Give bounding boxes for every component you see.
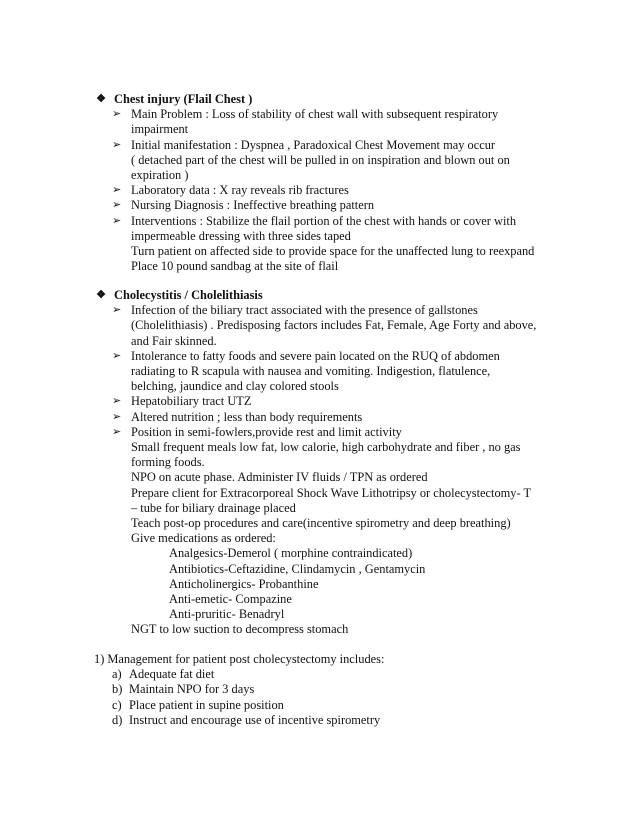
question-stem: 1) Management for patient post cholecystectomy includes: bbox=[94, 652, 385, 666]
chest-bullet-list bbox=[94, 107, 554, 274]
chest-heading-text: Chest injury (Flail Chest ) bbox=[114, 92, 253, 106]
line: Place 10 pound sandbag at the site of flail bbox=[131, 259, 339, 274]
arrow-bullet-icon: ➢ bbox=[112, 199, 122, 212]
line: Give medications as ordered: bbox=[131, 531, 276, 546]
line: Main Problem : Loss of stability of chest wall with subsequent respiratory bbox=[131, 107, 499, 122]
cholecystitis-section bbox=[94, 288, 554, 638]
list-item bbox=[94, 214, 554, 275]
option-text: Instruct and encourage use of incentive spirometry bbox=[129, 712, 381, 727]
line: Hepatobiliary tract UTZ bbox=[131, 394, 252, 409]
line: impermeable dressing with three sides taped bbox=[131, 228, 351, 243]
arrow-bullet-icon: ➢ bbox=[112, 184, 122, 197]
line: ( detached part of the chest will be pulled in on inspiration and blown out on bbox=[131, 152, 510, 167]
line: radiating to R scapula with nausea and vomiting. Indigestion, flatulence, bbox=[131, 364, 491, 379]
line: and Fair skinned. bbox=[131, 333, 217, 348]
arrow-bullet-icon: ➢ bbox=[112, 349, 122, 362]
option-d bbox=[94, 713, 564, 728]
option-letter: d) bbox=[112, 712, 123, 727]
line: Prepare client for Extracorporeal Shock Wave Lithotripsy or cholecystectomy- T bbox=[131, 485, 532, 500]
list-item bbox=[94, 198, 554, 213]
line: belching, jaundice and clay colored stools bbox=[131, 379, 339, 394]
option-text: Adequate fat diet bbox=[129, 667, 215, 682]
cholecystitis-heading bbox=[94, 288, 554, 303]
option-letter: b) bbox=[112, 682, 123, 697]
medication-line: Antibiotics-Ceftazidine, Clindamycin , Gentamycin bbox=[169, 561, 426, 576]
option-b bbox=[94, 682, 564, 697]
medication-line: Anticholinergics- Probanthine bbox=[169, 576, 319, 591]
medication-line: Anti-emetic- Compazine bbox=[169, 592, 292, 607]
list-item bbox=[94, 183, 554, 198]
chest-injury-heading bbox=[94, 92, 554, 107]
line: – tube for biliary drainage placed bbox=[131, 500, 296, 515]
line: Infection of the biliary tract associated with the presence of gallstones bbox=[131, 303, 478, 318]
line: Turn patient on affected side to provide space for the unaffected lung to reexpand bbox=[131, 244, 535, 259]
arrow-bullet-icon: ➢ bbox=[112, 304, 122, 317]
option-text: Place patient in supine position bbox=[129, 697, 284, 712]
option-c bbox=[94, 698, 564, 713]
question-block bbox=[94, 652, 564, 728]
list-item bbox=[94, 410, 554, 425]
line: (Cholelithiasis) . Predisposing factors includes Fat, Female, Age Forty and above, bbox=[131, 318, 537, 333]
line: Small frequent meals low fat, low calorie, high carbohydrate and fiber , no gas bbox=[131, 440, 521, 455]
list-item bbox=[94, 349, 554, 395]
line: Intolerance to fatty foods and severe pain located on the RUQ of abdomen bbox=[131, 348, 500, 363]
arrow-bullet-icon: ➢ bbox=[112, 138, 122, 151]
chole-bullet-list bbox=[94, 303, 554, 546]
line: Laboratory data : X ray reveals rib fractures bbox=[131, 183, 349, 198]
arrow-bullet-icon: ➢ bbox=[112, 410, 122, 423]
list-item bbox=[94, 107, 554, 137]
line: Position in semi-fowlers,provide rest and limit activity bbox=[131, 424, 402, 439]
line: Teach post-op procedures and care(incentive spirometry and deep breathing) bbox=[131, 516, 511, 531]
arrow-bullet-icon: ➢ bbox=[112, 425, 122, 438]
line: expiration ) bbox=[131, 168, 189, 183]
diamond-bullet-icon: ❖ bbox=[96, 93, 106, 105]
line: Altered nutrition ; less than body requirements bbox=[131, 409, 363, 424]
medication-line: Anti-pruritic- Benadryl bbox=[169, 607, 285, 622]
arrow-bullet-icon: ➢ bbox=[112, 395, 122, 408]
list-item bbox=[94, 303, 554, 349]
option-a bbox=[94, 667, 564, 682]
line: Interventions : Stabilize the flail portion of the chest with hands or cover with bbox=[131, 213, 517, 228]
chest-injury-section bbox=[94, 92, 554, 274]
diamond-bullet-icon: ❖ bbox=[96, 289, 106, 301]
option-letter: c) bbox=[112, 697, 122, 712]
line: Initial manifestation : Dyspnea , Paradoxical Chest Movement may occur bbox=[131, 137, 496, 152]
arrow-bullet-icon: ➢ bbox=[112, 214, 122, 227]
ngt-line: NGT to low suction to decompress stomach bbox=[131, 622, 349, 637]
list-item bbox=[94, 138, 554, 184]
line: forming foods. bbox=[131, 455, 205, 470]
medication-line: Analgesics-Demerol ( morphine contraindicated) bbox=[169, 546, 413, 561]
line: NPO on acute phase. Administer IV fluids / TPN as ordered bbox=[131, 470, 428, 485]
option-text: Maintain NPO for 3 days bbox=[129, 682, 255, 697]
line: Nursing Diagnosis : Ineffective breathing pattern bbox=[131, 198, 375, 213]
arrow-bullet-icon: ➢ bbox=[112, 108, 122, 121]
list-item bbox=[94, 425, 554, 547]
chole-heading-text: Cholecystitis / Cholelithiasis bbox=[114, 288, 263, 302]
line: impairment bbox=[131, 122, 189, 137]
option-letter: a) bbox=[112, 667, 122, 682]
list-item bbox=[94, 394, 554, 409]
